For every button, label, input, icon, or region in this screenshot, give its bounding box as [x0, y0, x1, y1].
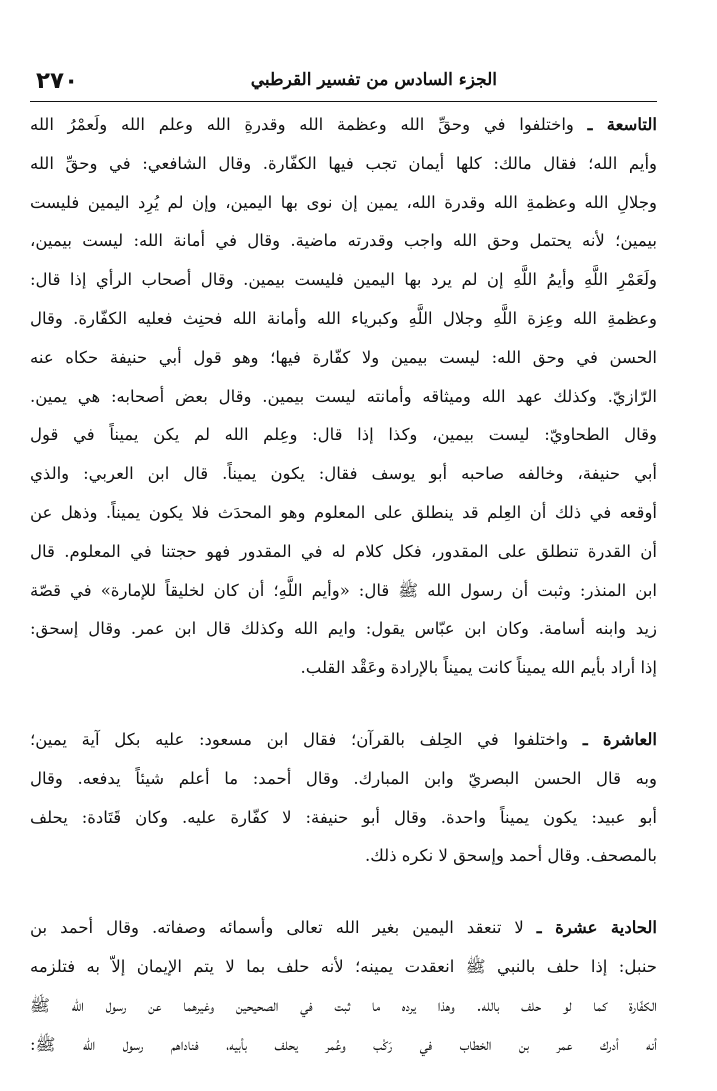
text-line: الحسن في وحق الله: ليست بيمين ولا كفّارة فيها؛ وهو قول أبي حنيفة حكاه عنه — [30, 347, 657, 367]
text-line: أوقعه في ذلك أن العِلم قد ينطلق على المعلوم وهو المحدَث فلا يكون يميناً. وذهل عن — [30, 502, 657, 522]
text-line: الكفّارة كما لو حلف بالله. وهذا يرده ما ثبت في الصحيحين وغيرهما عن رسول الله ﷺ — [30, 995, 657, 1015]
text-line: الرّازيّ. وكذلك عهد الله وميثاقه وأمانته ليست بيمين. وقال بعض أصحابه: هي يمين. — [30, 386, 657, 406]
text-line: وبه قال الحسن البصريّ وابن المبارك. وقال أحمد: ما أعلم شيئاً يدفعه. وقال — [30, 768, 657, 788]
text-line: أبو عبيد: يكون يميناً واحدة. وقال أبو حنيفة: لا كفّارة عليه. وكان قَتَادة: يحلف — [30, 807, 657, 827]
page-header — [30, 66, 657, 102]
text-line: حنبل: إذا حلف بالنبي ﷺ انعقدت يمينه؛ لأنه حلف بما لا يتم الإيمان إلاّ به فتلزمه — [30, 956, 657, 976]
section-heading: الحادية عشرة ـ — [536, 918, 657, 938]
text-line: التاسعة ـ واختلفوا في وحقِّ الله وعظمة الله وقدرةِ الله وعلم الله ولَعمْرُ الله — [30, 115, 657, 134]
text-line: العاشرة ـ واختلفوا في الحِلف بالقرآن؛ فقال ابن مسعود: عليه بكل آية يمين؛ — [30, 729, 657, 749]
text-line: ولَعَمْرِ اللَّهِ وأيمُ اللَّهِ إن لم يرد بها اليمين فليست بيمين. وقال أصحاب الرأي إذا قال: — [30, 270, 657, 290]
page-body — [30, 106, 657, 1064]
text-line: وجلالِ الله وعظمةِ الله وقدرة الله، يمين إن نوى بها اليمين، وإن لم يُرِد اليمين فليست — [30, 192, 657, 212]
running-title: الجزء السادس من تفسير القرطبي — [250, 70, 497, 90]
section-heading: العاشرة ـ — [582, 729, 657, 749]
text-line: أبي حنيفة، وخالفه صاحبه أبو يوسف فقال: يكون يميناً. قال ابن العربي: والذي — [30, 464, 657, 484]
text-line: بيمين؛ لأنه يحتمل وحق الله واجب وقدرته ماضية. وقال في أمانة الله: ليست بيمين، — [30, 231, 657, 251]
text-line: زيد وابنه أسامة. وكان ابن عبّاس يقول: وايم الله وكذلك قال ابن عمر. وقال إسحق: — [30, 619, 657, 639]
paragraph-gap — [30, 876, 657, 909]
text-line: إذا أراد بأيم الله يميناً كانت يميناً بالإرادة وعَقْد القلب. — [300, 658, 657, 678]
text-line: أن القدرة تنطلق على المقدور، فكل كلام له في المقدور فهو حجتنا في المعلوم. قال — [30, 541, 657, 561]
text-line: ابن المنذر: وثبت أن رسول الله ﷺ قال: «وأيم اللَّهِ؛ أن كان لخليقاً للإمارة» في قصّة — [30, 580, 657, 600]
page-number: ٢٧٠ — [36, 68, 79, 94]
text-line: وأيم الله؛ فقال مالك: كلها أيمان تجب فيها الكفّارة. وقال الشافعي: في وحقِّ الله — [30, 153, 657, 173]
paragraph-gap — [30, 688, 657, 721]
text-line: الحادية عشرة ـ لا تنعقد اليمين بغير الله تعالى وأسمائه وصفاته. وقال أحمد بن — [30, 918, 657, 938]
text-line: وقال الطحاويّ: ليست بيمين، وكذا إذا قال: وعِلم الله لم يكن يميناً في قول — [30, 425, 657, 445]
text-line: وعظمةِ الله وعِزة اللَّهِ وجلال اللَّهِ وكبرياء الله وأمانة الله فحنِث فعليه الكفّارة. وقال — [30, 308, 657, 328]
header-rule — [30, 101, 657, 102]
text-line: بالمصحف. وقال أحمد وإسحق لا نكره ذلك. — [365, 846, 657, 866]
section-heading: التاسعة ـ — [587, 115, 657, 134]
text-line: أنه أدرك عمر بن الخطاب في رَكْب وعُمر يحلف بأبيه، فناداهم رسول الله ﷺ: — [30, 1034, 657, 1054]
